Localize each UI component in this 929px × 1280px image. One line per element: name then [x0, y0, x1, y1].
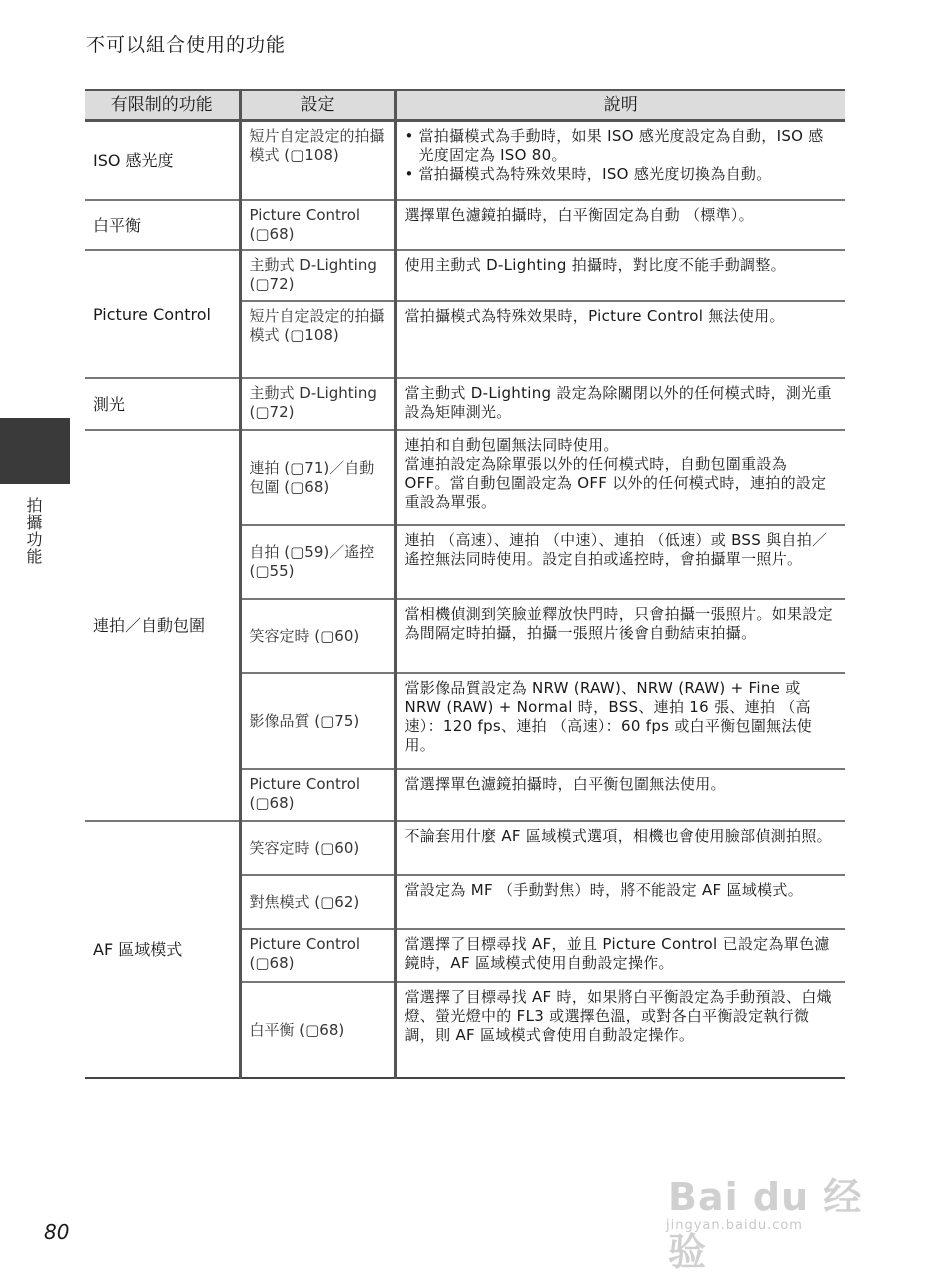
description-cell: 當拍攝模式為特殊效果時，Picture Control 無法使用。: [395, 301, 845, 378]
description-cell: 當選擇了目標尋找 AF 時，如果將白平衡設定為手動預設、白熾燈、螢光燈中的 FL3 或選擇色溫，或對各白平衡設定執行微調，則 AF 區域模式會使用自動設定操作。: [395, 982, 845, 1078]
description-line: 連拍和自動包圍無法同時使用。: [404, 435, 619, 454]
table-row: [85, 430, 845, 525]
setting-cell: 主動式 D-Lighting (▢72): [240, 250, 395, 301]
setting-cell: 連拍 (▢71)／自動包圍 (▢68): [240, 430, 395, 525]
description-bullet: • 當拍攝模式為手動時，如果 ISO 感光度設定為自動，ISO 感光度固定為 ISO 80。: [405, 127, 838, 165]
function-cell: 測光: [85, 378, 240, 430]
setting-cell: Picture Control (▢68): [240, 769, 395, 821]
function-cell: 白平衡: [85, 200, 240, 250]
description-cell: [395, 121, 845, 200]
description-cell: 使用主動式 D-Lighting 拍攝時，對比度不能手動調整。: [395, 250, 845, 301]
description-cell: 連拍 （高速）、連拍 （中速）、連拍 （低速）或 BSS 與自拍／遙控無法同時使用。設定自拍或遙控時，會拍攝單一照片。: [395, 525, 845, 599]
watermark-url: jingyan.baidu.com: [666, 1218, 803, 1233]
header-description: 說明: [395, 90, 845, 121]
setting-cell: 笑容定時 (▢60): [240, 599, 395, 673]
setting-cell: 自拍 (▢59)／遙控(▢55): [240, 525, 395, 599]
chapter-label: 拍攝功能: [24, 497, 43, 565]
watermark-logo: Bai du 经验: [668, 1175, 863, 1274]
page-heading: 不可以組合使用的功能: [86, 34, 287, 56]
description-bullet: • 當拍攝模式為特殊效果時，ISO 感光度切換為自動。: [405, 165, 838, 184]
table-row: [85, 378, 845, 430]
description-cell: 當相機偵測到笑臉並釋放快門時，只會拍攝一張照片。如果設定為間隔定時拍攝，拍攝一張照片後會自動結束拍攝。: [395, 599, 845, 673]
setting-cell: 白平衡 (▢68): [240, 982, 395, 1078]
description-cell: 當主動式 D-Lighting 設定為除關閉以外的任何模式時，測光重設為矩陣測光。: [395, 378, 845, 430]
function-cell: ISO 感光度: [85, 121, 240, 200]
function-cell: AF 區域模式: [85, 821, 240, 1078]
restriction-table: [85, 89, 845, 1079]
description-cell: 當設定為 MF （手動對焦）時，將不能設定 AF 區域模式。: [395, 875, 845, 929]
setting-cell: 笑容定時 (▢60): [240, 821, 395, 875]
setting-cell: Picture Control (▢68): [240, 929, 395, 982]
chapter-tab: [0, 418, 70, 484]
header-setting: 設定: [240, 90, 395, 121]
setting-cell: 主動式 D-Lighting (▢72): [240, 378, 395, 430]
description-cell: [395, 430, 845, 525]
description-cell: 不論套用什麼 AF 區域模式選項，相機也會使用臉部偵測拍照。: [395, 821, 845, 875]
setting-cell: Picture Control (▢68): [240, 200, 395, 250]
table-row: [85, 200, 845, 250]
description-cell: 選擇單色濾鏡拍攝時，白平衡固定為自動 （標準）。: [395, 200, 845, 250]
table-row: [85, 250, 845, 301]
function-cell: Picture Control: [85, 250, 240, 378]
setting-cell: 短片自定設定的拍攝模式 (▢108): [240, 301, 395, 378]
page-number: 80: [44, 1220, 70, 1244]
setting-cell: 短片自定設定的拍攝模式 (▢108): [240, 121, 395, 200]
setting-cell: 對焦模式 (▢62): [240, 875, 395, 929]
table-row: [85, 821, 845, 875]
setting-cell: 影像品質 (▢75): [240, 673, 395, 769]
description-cell: 當選擇了目標尋找 AF，並且 Picture Control 已設定為單色濾鏡時，AF 區域模式使用自動設定操作。: [395, 929, 845, 982]
watermark: [662, 1160, 872, 1274]
table-row: [85, 121, 845, 200]
description-cell: 當選擇單色濾鏡拍攝時，白平衡包圍無法使用。: [395, 769, 845, 821]
description-line: 當連拍設定為除單張以外的任何模式時，自動包圍重設為 OFF。當自動包圍設定為 OFF 以外的任何模式時，連拍的設定重設為單張。: [404, 454, 827, 511]
description-cell: 當影像品質設定為 NRW (RAW)、NRW (RAW) + Fine 或 NRW (RAW) + Normal 時，BSS、連拍 16 張、連拍 （高速）：120 fps、連拍 （高速）：60 fps 或白平衡包圍無法使用。: [395, 673, 845, 769]
header-function: 有限制的功能: [85, 90, 240, 121]
table-header-row: [85, 90, 845, 121]
function-cell: 連拍／自動包圍: [85, 430, 240, 821]
